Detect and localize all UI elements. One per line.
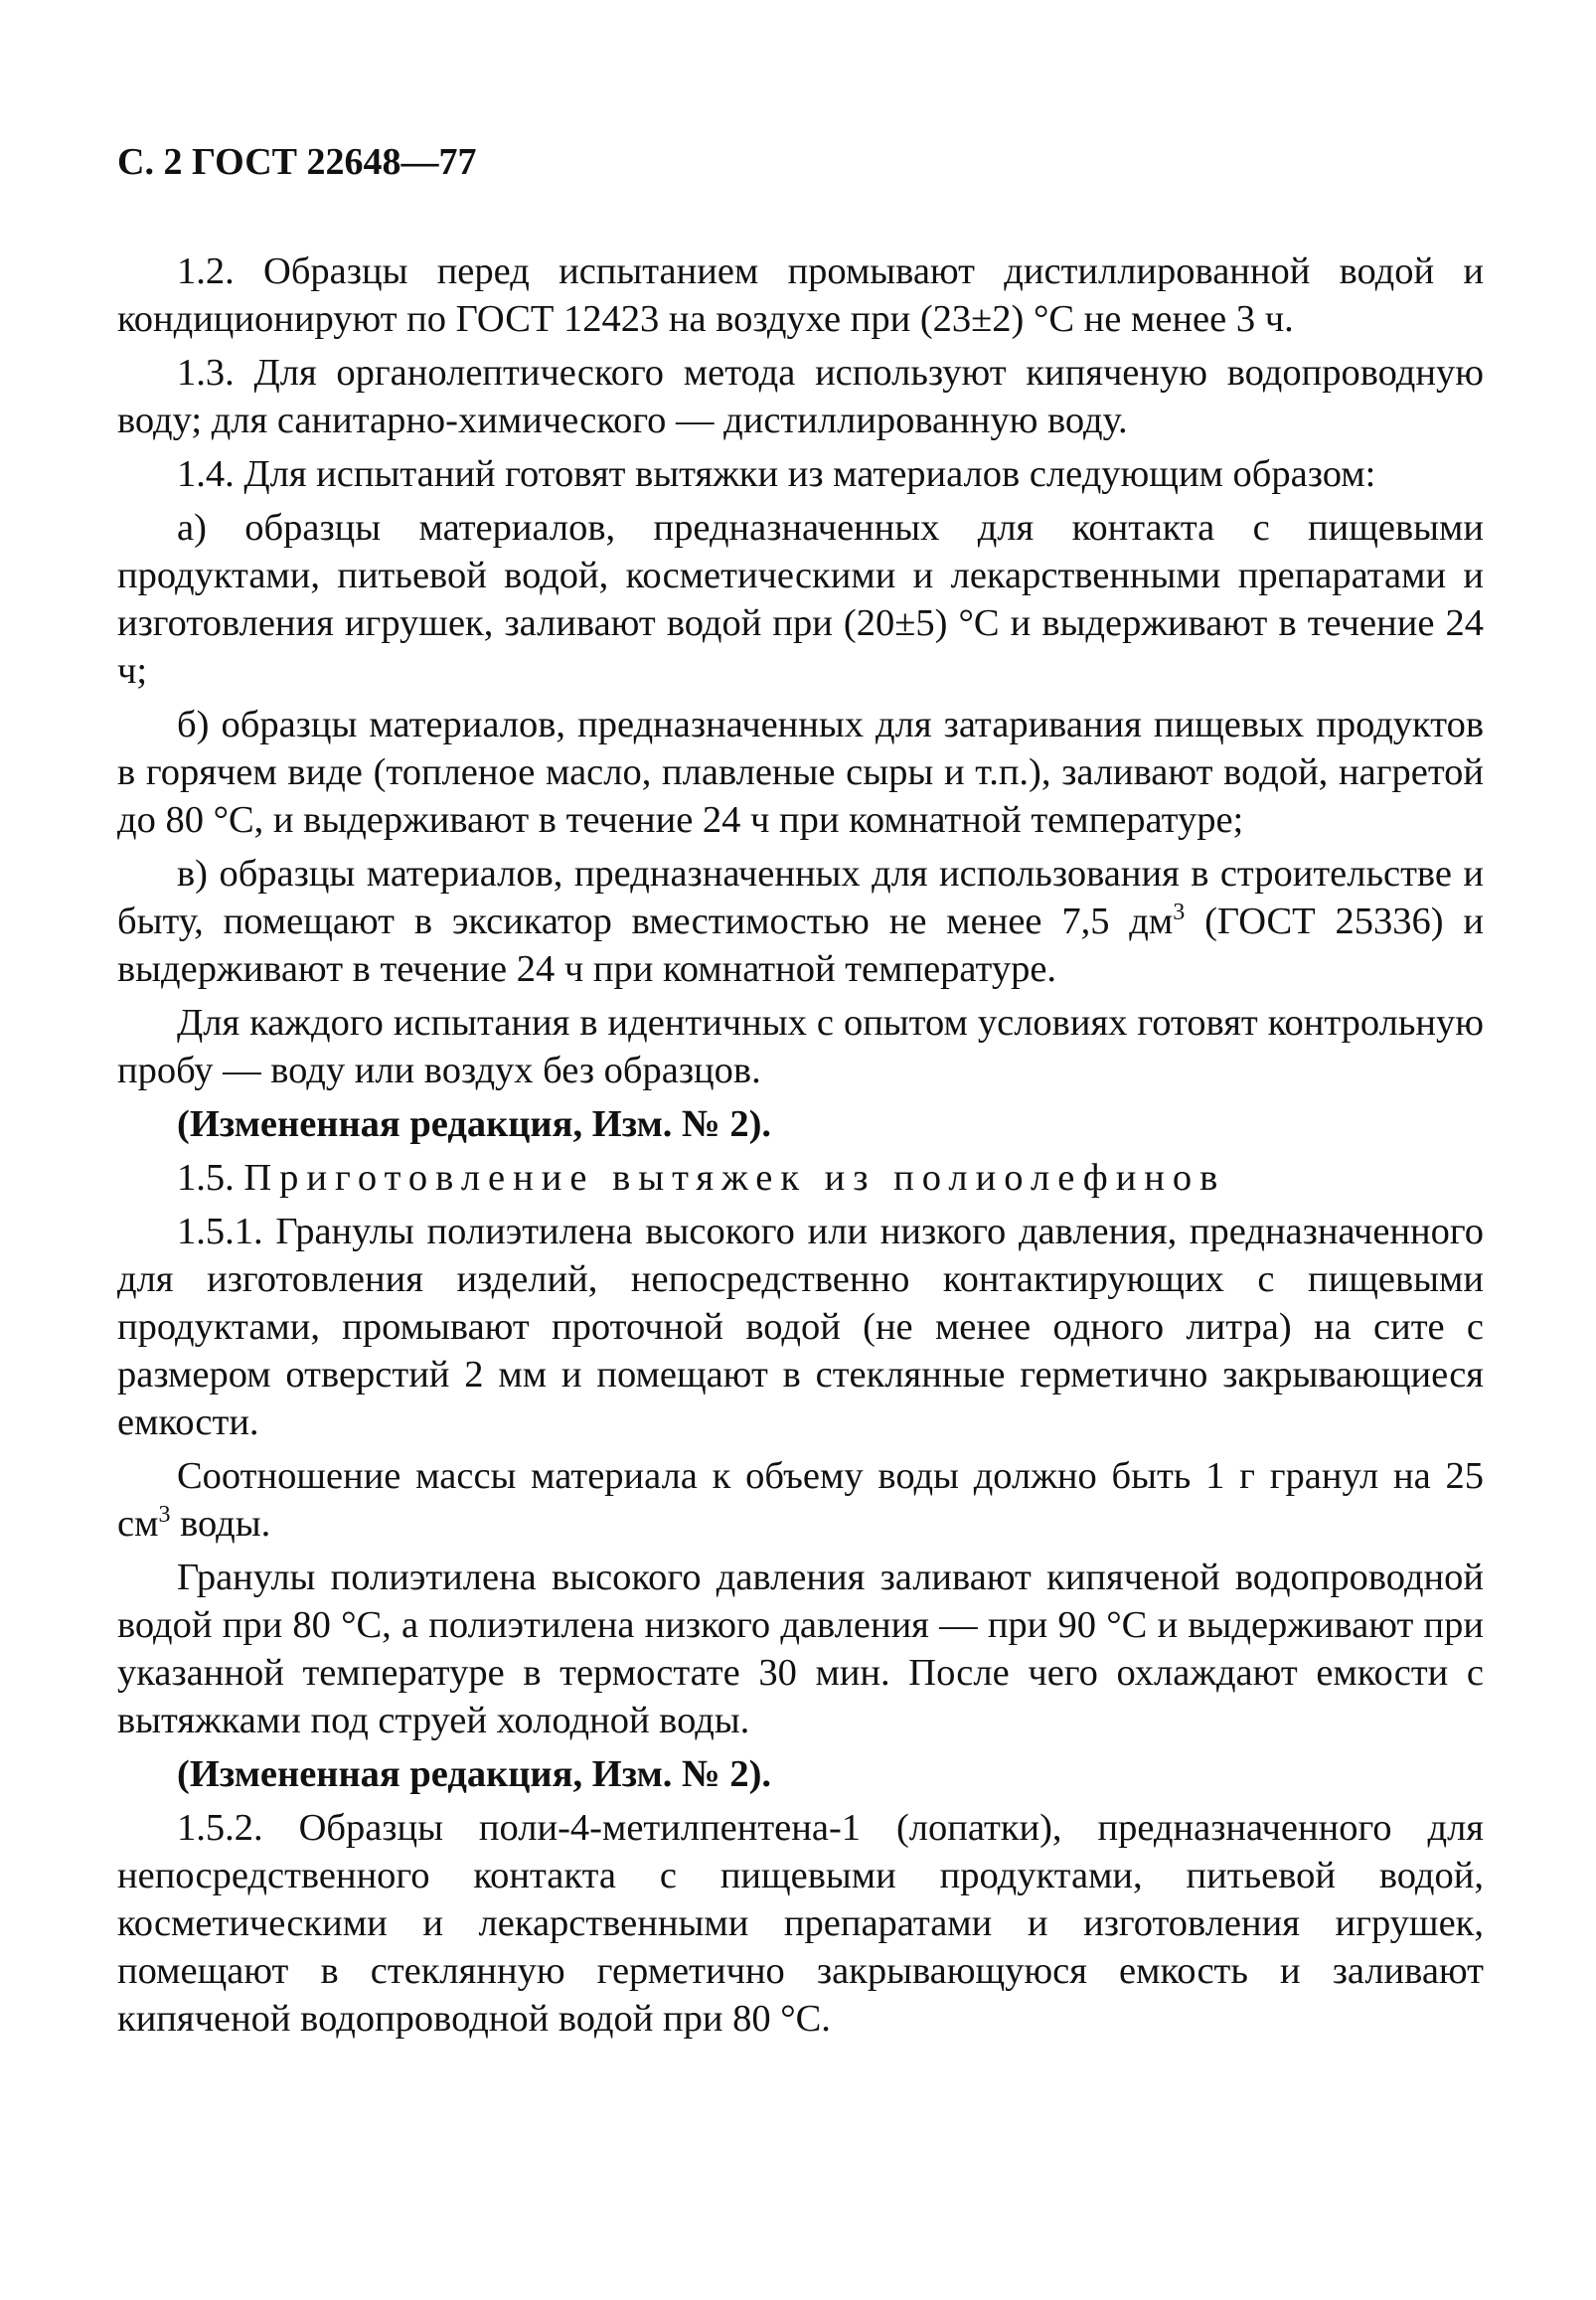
amendment-note-1: (Измененная редакция, Изм. № 2).	[177, 1103, 772, 1145]
paragraph-ratio-text: Соотношение массы материала к объему воды должно быть 1 г гранул на 25 см	[117, 1455, 1484, 1545]
paragraph-1-4-c	[117, 850, 1484, 993]
paragraph-1-4-b: б) образцы материалов, предназначенных для затаривания пищевых продуктов в горячем виде (топленое масло, плавленые сыры и т.п.), заливают водой, нагретой до 80 °С, и выдерживают в течение 24 ч при комнатной температуре;	[117, 704, 1484, 841]
paragraph-1-5-2: 1.5.2. Образцы поли-4-метилпентена-1 (лопатки), предназначенного для непосредственного контакта с пищевыми продуктами, питьевой водой, косметическими и лекарственными препаратами и изготовления игрушек, помещают в стеклянную герметично закрывающуюся емкость и заливают кипяченой водопроводной водой при 80 °С.	[117, 1807, 1484, 2040]
paragraph-ratio	[117, 1452, 1484, 1548]
page-header: С. 2 ГОСТ 22648—77	[117, 141, 477, 183]
amendment-note-2: (Измененная редакция, Изм. № 2).	[177, 1753, 772, 1795]
paragraph-granules: Гранулы полиэтилена высокого давления заливают кипяченой водопроводной водой при 80 °С, а полиэтилена низкого давления — при 90 °С и выдерживают при указанной температуре в термостате 30 мин. После чего охлаждают емкости с вытяжками под струей холодной воды.	[117, 1557, 1484, 1741]
paragraph-1-4: 1.4. Для испытаний готовят вытяжки из материалов следующим образом:	[177, 453, 1376, 495]
section-title: Приготовление вытяжек из полиолефинов	[243, 1157, 1226, 1199]
paragraph-1-2: 1.2. Образцы перед испытанием промывают дистиллированной водой и кондиционируют по ГОСТ 12423 на воздухе при (23±2) °С не менее 3 ч.	[117, 250, 1484, 340]
paragraph-1-4-a: а) образцы материалов, предназначенных для контакта с пищевыми продуктами, питьевой водой, косметическими и лекарственными препаратами и изготовления игрушек, заливают водой при (20±5) °С и выдерживают в течение 24 ч;	[117, 507, 1484, 692]
superscript-3: 3	[1173, 900, 1186, 925]
paragraph-control-sample: Для каждого испытания в идентичных с опытом условиях готовят контрольную пробу — воду или воздух без образцов.	[117, 1002, 1484, 1091]
paragraph-1-5-1: 1.5.1. Гранулы полиэтилена высокого или низкого давления, предназначенного для изготовления изделий, непосредственно контактирующих с пищевыми продуктами, промывают проточной водой (не менее одного литра) на сите с размером отверстий 2 мм и помещают в стеклянные герметично закрывающиеся емкости.	[117, 1211, 1484, 1443]
paragraph-1-4-c-text-end: (ГОСТ 25336) и выдерживают в течение 24 ч при комнатной температуре.	[117, 901, 1485, 990]
paragraph-1-3: 1.3. Для органолептического метода используют кипяченую водопроводную воду; для санитарно-химического — дистиллированную воду.	[117, 352, 1484, 441]
paragraph-1-4-c-text: в) образцы материалов, предназначенных для использования в строительстве и быту, помещают в эксикатор вместимостью не менее 7,5 дм	[117, 853, 1484, 942]
document-page	[117, 139, 1484, 2049]
section-1-5-heading	[117, 1154, 1484, 1202]
section-number: 1.5.	[177, 1157, 244, 1199]
superscript-3: 3	[158, 1502, 171, 1528]
paragraph-ratio-text-end: воды.	[170, 1503, 271, 1545]
